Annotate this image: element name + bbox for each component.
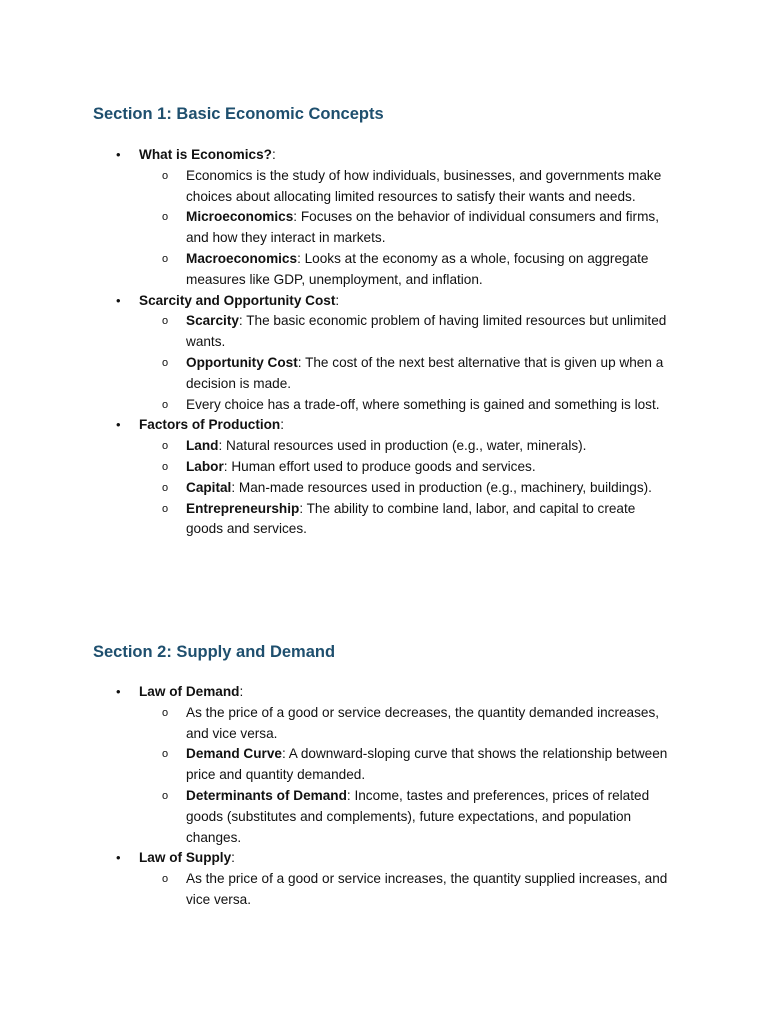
sub-bullet-icon: o <box>162 440 169 453</box>
sub-item <box>162 207 676 249</box>
sub-bullet-icon: o <box>162 356 169 369</box>
sub-item-text: : Man-made resources used in production (e.g., machinery, buildings). <box>231 479 652 495</box>
sub-item-term: Determinants of Demand <box>186 787 347 803</box>
sub-item <box>162 353 676 395</box>
bullet-icon: • <box>116 147 121 162</box>
bullet-suffix: : <box>335 292 340 308</box>
sub-item-text: : Income, tastes and preferences, prices of related goods (substitutes and complements), future expectations, and population changes. <box>186 787 650 845</box>
sub-item-term: Capital <box>186 479 232 495</box>
sub-item-text: Economics is the study of how individuals, businesses, and governments make choices about allocating limited resources to satisfy their wants and needs. <box>186 167 662 204</box>
sub-item-text: As the price of a good or service increases, the quantity supplied increases, and vice versa. <box>186 871 668 907</box>
bullet-title: What is Economics? <box>139 147 272 162</box>
bullet-icon: • <box>116 684 121 699</box>
sub-list <box>139 436 768 540</box>
sub-item-term: Microeconomics <box>186 209 294 225</box>
section-1-list <box>0 145 768 540</box>
list-item-law-of-supply <box>0 848 768 910</box>
sub-bullet-icon: o <box>162 398 169 411</box>
sub-bullet-icon: o <box>162 748 169 761</box>
sub-item-text: : The cost of the next best alternative that is given up when a decision is made. <box>186 354 664 391</box>
sub-bullet-icon: o <box>162 211 169 224</box>
section-2-list <box>0 682 768 911</box>
sub-bullet-icon: o <box>162 706 169 719</box>
bullet-icon: • <box>116 850 121 866</box>
sub-item-term: Opportunity Cost <box>186 354 298 370</box>
sub-item <box>162 166 676 208</box>
sub-bullet-icon: o <box>162 315 169 328</box>
sub-item <box>162 478 676 499</box>
list-item-factors-of-production <box>0 415 768 540</box>
section-1-heading: Section 1: Basic Economic Concepts <box>93 105 384 123</box>
sub-item <box>162 869 676 911</box>
sub-item-term: Entrepreneurship <box>186 500 300 516</box>
bullet-icon: • <box>116 417 121 433</box>
sub-item <box>162 703 676 745</box>
sub-item-term: Labor <box>186 458 224 474</box>
bullet-title: Scarcity and Opportunity Cost <box>139 292 336 308</box>
sub-bullet-icon: o <box>162 873 169 886</box>
sub-bullet-icon: o <box>162 169 169 182</box>
sub-item <box>162 436 676 457</box>
sub-item <box>162 499 676 541</box>
sub-item <box>162 786 676 848</box>
list-item-what-is-economics <box>0 145 768 291</box>
bullet-suffix: : <box>231 850 235 866</box>
sub-item-text: : Human effort used to produce goods and services. <box>223 458 536 474</box>
sub-item-term: Land <box>186 438 219 454</box>
sub-item-text: : The basic economic problem of having limited resources but unlimited wants. <box>186 313 667 350</box>
bullet-title: Factors of Production <box>139 417 281 433</box>
sub-item <box>162 744 676 786</box>
bullet-suffix: : <box>239 684 244 699</box>
sub-bullet-icon: o <box>162 252 169 265</box>
bullet-suffix: : <box>280 417 285 433</box>
sub-item-text: : Focuses on the behavior of individual consumers and firms, and how they interact in markets. <box>186 209 659 246</box>
sub-list <box>139 869 768 911</box>
sub-item-text: : A downward-sloping curve that shows the relationship between price and quantity demanded. <box>186 746 668 783</box>
sub-list <box>139 703 768 849</box>
bullet-title: Law of Supply <box>139 850 232 866</box>
sub-list <box>139 311 768 415</box>
bullet-suffix: : <box>271 147 276 162</box>
sub-item <box>162 457 676 478</box>
sub-item <box>162 249 676 291</box>
list-item-scarcity <box>0 291 768 416</box>
sub-bullet-icon: o <box>162 460 169 473</box>
section-2-heading: Section 2: Supply and Demand <box>93 643 336 661</box>
sub-bullet-icon: o <box>162 481 169 494</box>
bullet-title: Law of Demand <box>139 684 240 699</box>
sub-item-text: : Looks at the economy as a whole, focusing on aggregate measures like GDP, unemployment, and inflation. <box>186 250 649 287</box>
sub-bullet-icon: o <box>162 789 169 802</box>
sub-item-text: Every choice has a trade-off, where something is gained and something is lost. <box>186 396 660 412</box>
sub-item-text: : Natural resources used in production (e.g., water, minerals). <box>218 438 587 454</box>
sub-item-text: As the price of a good or service decreases, the quantity demanded increases, and vice versa. <box>186 704 660 741</box>
sub-item-text: : The ability to combine land, labor, and capital to create goods and services. <box>186 500 636 537</box>
sub-item <box>162 311 676 353</box>
sub-list <box>139 166 768 291</box>
list-item-law-of-demand <box>0 682 768 848</box>
sub-item-term: Demand Curve <box>186 746 282 762</box>
sub-item-term: Macroeconomics <box>186 250 298 266</box>
sub-bullet-icon: o <box>162 502 169 515</box>
sub-item <box>162 395 676 416</box>
bullet-icon: • <box>116 292 121 308</box>
sub-item-term: Scarcity <box>186 313 239 329</box>
